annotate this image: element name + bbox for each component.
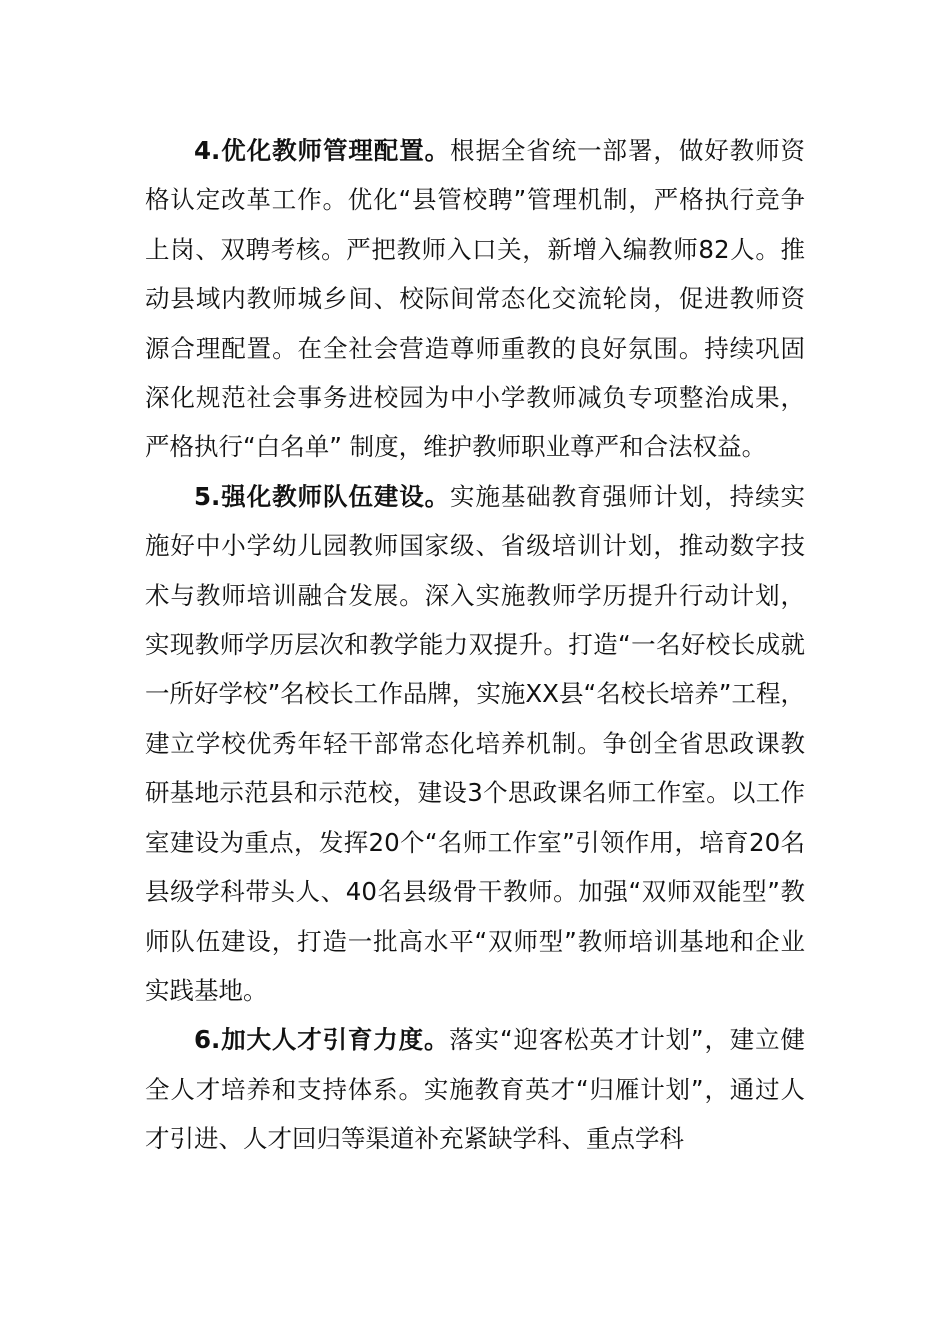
paragraph-6-body: 落实“迎客松英才计划”，建立健全人才培养和支持体系。实施教育英才“归雁计划”，通过人才引进、人才回归等渠道补充紧缺学科、重点学科 <box>145 1025 805 1154</box>
paragraph-4 <box>145 126 805 472</box>
paragraph-5-body: 实施基础教育强师计划，持续实施好中小学幼儿园教师国家级、省级培训计划，推动数字技术与教师培训融合发展。深入实施教师学历提升行动计划，实现教师学历层次和教学能力双提升。打造“一名好校长成就一所好学校”名校长工作品牌，实施XX县“名校长培养”工程，建立学校优秀年轻干部常态化培养机制。争创全省思政课教研基地示范县和示范校，建设3个思政课名师工作室。以工作室建设为重点，发挥20个“名师工作室”引领作用，培育20名县级学科带头人、40名县级骨干教师。加强“双师双能型”教师队伍建设，打造一批高水平“双师型”教师培训基地和企业实践基地。 <box>145 481 805 1005</box>
paragraph-5 <box>145 472 805 1015</box>
paragraph-6-heading: 6.加大人才引育力度。 <box>194 1025 450 1055</box>
paragraph-6 <box>145 1015 805 1163</box>
document-page <box>145 126 805 1164</box>
paragraph-4-body: 根据全省统一部署，做好教师资格认定改革工作。优化“县管校聘”管理机制，严格执行竞争上岗、双聘考核。严把教师入口关，新增入编教师82人。推动县域内教师城乡间、校际间常态化交流轮岗，促进教师资源合理配置。在全社会营造尊师重教的良好氛围。持续巩固深化规范社会事务进校园为中小学教师减负专项整治成果，严格执行“白名单” 制度，维护教师职业尊严和合法权益。 <box>145 136 805 462</box>
paragraph-5-heading: 5.强化教师队伍建设。 <box>194 481 451 511</box>
paragraph-4-heading: 4.优化教师管理配置。 <box>194 136 451 165</box>
